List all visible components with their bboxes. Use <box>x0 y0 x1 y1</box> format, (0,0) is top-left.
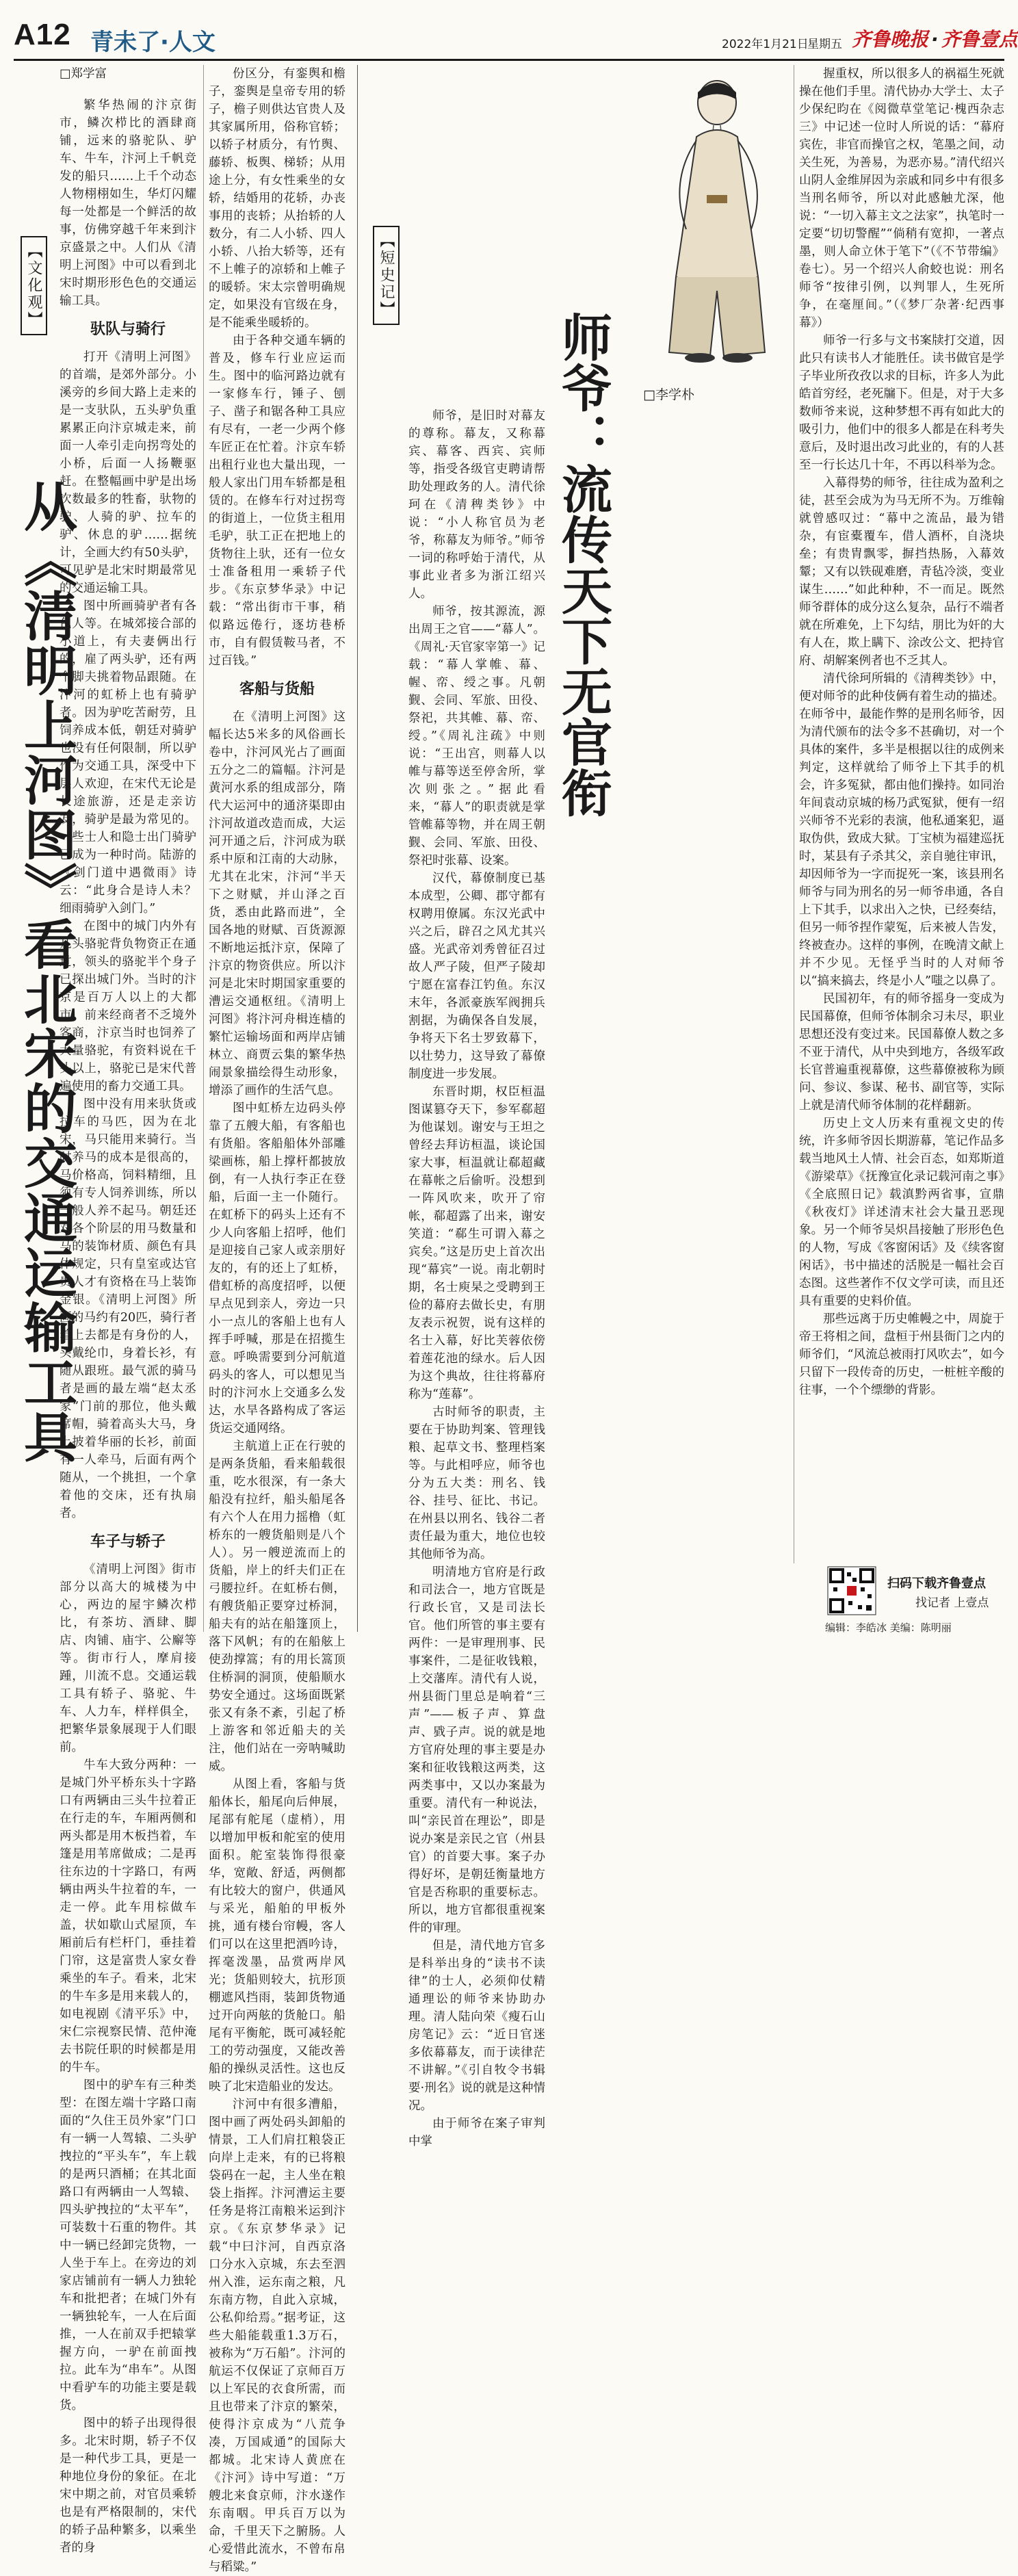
issue-weekday: 星期五 <box>807 38 842 51</box>
article2-paragraph: 古时师爷的职责，主要在于协助判案、管理钱粮、起草文书、整理档案等。与此相呼应，师爷也分为五大类：刑名、钱谷、挂号、征比、书记。在州县以刑名、钱谷二者责任最为重大，地位也较其他师爷为高。 <box>408 1405 545 1561</box>
article2-paragraph: 师爷，是旧时对幕友的尊称。幕友，又称幕宾、幕客、西宾、宾师等，指受各级官吏聘请帮助处理政务的人。清代徐珂在《清稗类钞》中说：“小人称官员为老爷，称幕友为师爷。”师爷一词的称呼始于清代，从事此业者多为浙江绍兴人。 <box>408 409 545 601</box>
article2-paragraph: 那些远离于历史帷幔之中，周旋于帝王将相之间，盘桓于州县衙门之内的师爷们，“风流总被雨打风吹去”，如今只留下一段传奇的历史，一桩桩辛酸的往事，一个个缥缈的背影。 <box>799 1312 1004 1397</box>
article1-paragraph: 汴河中有很多漕船，图中画了两处码头卸船的情景，工人们肩扛粮袋正向岸上走来，有的已将粮袋码在一起，主人坐在粮袋上指挥。汴河漕运主要任务是将江南粮米运到汴京。《东京梦华录》记载“中曰汴河，自西京洛口分水入京城，东去至泗州入淮，运东南之粮，凡东南方物，自此入京城，公私仰给焉。”据考证，这些大船能载重1.3万石，被称为“万石船”。汴河的航运不仅保证了京师百万以上军民的衣食所需，而且也带来了汴京的繁荣，使得汴京成为“八荒争凑，万国咸通”的国际大都城。北宋诗人黄庶在《汴河》诗中写道：“万艘北来食京师，汴水遂作东南咽。甲兵百万以为命，千里天下之腑肠。人心爱惜此流水，不曾布帛与稻粱。” <box>209 2098 345 2574</box>
article1-paragraph: 在《清明上河图》这幅长达5米多的风俗画长卷中，汴河风光占了画面五分之二的篇幅。汴河是黄河水系的组成部分，隋代大运河中的通济渠即由汴河故道改造而成，大运河开通之后，汴河成为联系中原和江南的大动脉，尤其在北宋，汴河“半天下之财赋，并山泽之百货，悉由此路而进”，全国各地的财赋、百货源源不断地运抵汴京，保障了汴京的物资供应。所以汴河是北宋时期国家重要的漕运交通枢纽。《清明上河图》将汴河舟楫连樯的繁忙运输场面和两岸店铺林立、商贾云集的繁华热闹景象描绘得生动形象，增添了画作的生活气息。 <box>209 710 345 1097</box>
editor-credits: 编辑：李皓冰 美编：陈明丽 <box>825 1622 952 1634</box>
article-divider <box>357 65 358 1632</box>
article1-subhead-3: 客船与货船 <box>239 681 315 698</box>
article2-paragraph: 历史上文人历来有重视文史的传统，许多师爷因长期游幕，笔记作品多载当地风土人情、社会百态，如郑斯道《游梁草》《抚豫宣化录记载河南之事》《全底照日记》载滇黔两省事，宣鼎《秋夜灯》详述清末社会大量丑恶现象。另一个师爷吴炽昌接触了形形色色的人物，写成《客窗闲话》及《续客窗闲话》，书中描述的活脱是一幅社会百态图。这些著作不仅文学可读，而且还具有重要的史料价值。 <box>799 1117 1004 1308</box>
article2-byline: □李学朴 <box>643 387 694 402</box>
brand-name: 齐鲁晚报 <box>852 28 929 51</box>
article2-column-1 <box>408 407 545 2148</box>
article2-paragraph: 入幕得势的师爷，往往成为盈利之徒，甚至会成为为马无所不为。万维翰就曾感叹过：“幕中之流品，最为错杂，有宦橐覆车，借人酒杯，自浇块垒；有贵胄飘零，摒挡热肠，入幕效颦；又有以铁砚难磨，青毡冷淡，变业谋生……”如此种种，不一而足。既然师爷群体的成分这么复杂，品行不端者就在所难免，上下勾结，朋比为奸的大有人在，欺上瞒下、涂改公文、把持官府、胡解案例者也不乏其人。 <box>799 476 1004 668</box>
article1-paragraph: 图中所画骑驴者有各色人等。在城郊接合部的小道上，有夫妻俩出行的，雇了两头驴，还有两个脚夫挑着物品跟随。在汴河的虹桥上也有骑驴者。因为驴吃苦耐劳，且饲养成本低，朝廷对骑驴也没有任何限制，所以驴作为交通工具，深受中下层人欢迎，在宋代无论是长途旅游，还是走亲访友，骑驴是最为常见的。一些士人和隐士出门骑驴已成为一种时尚。陆游的《剑门道中遇微雨》诗云：“此身合是诗人未？细雨骑驴入剑门。” <box>60 599 196 915</box>
article1-column-2 <box>209 65 345 2574</box>
article2-paragraph: 汉代，幕僚制度已基本成型，公卿、郡守都有权聘用僚属。东汉光武中兴之后，辟召之风尤其兴盛。光武帝刘秀曾征召过故人严子陵，但严子陵却宁愿在富春江钓鱼。东汉末年，各派豪族军阀拥兵割据，为确保各自发展，争将天下名士罗致幕下，以壮势力，这导致了幕僚制度进一步发展。 <box>408 872 545 1081</box>
article2-paragraph: 东晋时期，权臣桓温图谋篡夺天下，参军郗超为他谋划。谢安与王坦之曾经去拜访桓温，谈论国家大事，桓温就让郗超藏在幕帐之后偷听。没想到一阵风吹来，吹开了帘帐，郗超露了出来，谢安笑道：“郗生可谓入幕之宾矣。”这是历史上首次出现“幕宾”一说。南北朝时期，名士庾杲之受聘到王俭的幕府去做长史，有朋友表示祝贺，说有这样的名士入幕，好比芙蓉依傍着莲花池的绿水。后人因为这个典故，往往将幕府称为“莲幕”。 <box>408 1085 545 1401</box>
brand-app: 齐鲁壹点 <box>941 28 1018 51</box>
article2-paragraph: 但是，清代地方官多是科举出身的“读书不读律”的士人，必须仰仗精通理讼的师爷来协助办理。清人陆向荣《瘦石山房笔记》云：“近日官迷多依幕幕友，而于读律茫不讲解。”《引自牧令书辑要·刑名》说的就是这种情况。 <box>408 1939 545 2113</box>
article1-paragraph: 份区分，有銮舆和檐子，銮舆是皇帝专用的轿子，檐子则供达官贵人及其家属所用，俗称官轿；以轿子材质分，有竹舆、藤轿、板舆、梯轿；从用途上分，有女性乘坐的女轿，结婚用的花轿，办丧事用的丧轿；从抬轿的人数分，有二人小轿、四人小轿、八抬大轿等，还有不上帷子的凉轿和上帷子的暖轿。宋太宗曾明确规定，如果没有官级在身，是不能乘坐暖轿的。 <box>209 67 345 330</box>
section-title: 青未了·人文 <box>90 29 216 56</box>
article1-subhead-2: 车子与轿子 <box>90 1533 166 1550</box>
column-divider <box>203 65 204 1632</box>
article1-paragraph: 由于各种交通车辆的普及，修车行业应运而生。图中的临河路边就有一家修车行，锤子、刨子、凿子和锯各种工具应有尽有，一老一少两个修车匠正在忙着。汴京车轿出租行业也大量出现，一般人家出门用车轿都是租赁的。在修车行对过拐弯的街道上，一位货主租用毛驴，驮工正在把地上的货物往上驮，还有一位女士准备租用一乘轿子代步。《东京梦华录》中记载：“常出街市干事，稍似路远倦行，逐坊巷桥市，自有假赁鞍马者，不过百钱。” <box>209 334 345 668</box>
article1-headline: 从《清明上河图》看北宋的交通运输工具 <box>15 479 77 1464</box>
column-label-culture: 【文化观】 <box>21 236 47 335</box>
qr-code-icon[interactable] <box>828 1567 876 1615</box>
column-label-history: 【短史记】 <box>373 226 400 325</box>
article2-column-2 <box>799 65 1004 1557</box>
article1-paragraph: 《清明上河图》街市部分以高大的城楼为中心，两边的屋宇鳞次栉比，有茶坊、酒肆、脚店、肉铺、庙宇、公廨等等。街市行人，摩肩接踵，川流不息。交通运载工具有轿子、骆驼、牛车、人力车，样样俱全，把繁华景象展现于人们眼前。 <box>60 1563 196 1754</box>
article2-paragraph: 师爷，按其源流，源出周王之官——“幕人”。《周礼·天官家宰第一》记载：“幕人掌帷、幕、幄、帟、绶之事。凡朝觐、会同、军旅、田役、祭祀，共其帷、幕、帟、绶。”《周礼注疏》中则说：“王出宫，则幕人以帷与幕等送至停舍所，掌次则张之。”据此看来，“幕人”的职责就是掌管帷幕等物，并在周王朝觐、会同、军旅、田役、祭祀时张幕、设案。 <box>408 605 545 868</box>
article1-paragraph: 主航道上正在行驶的是两条货船，看来船载很重，吃水很深，有一条大船没有拉纤，船头船尾各有六个人在用力摇橹（虹桥东的一艘货船则是八个人）。另一艘逆流而上的货船，岸上的纤夫们正在弓腰拉纤。在虹桥右侧，有艘货船正要穿过桥洞，船夫有的站在船篷顶上，落下风帆；有的在船舷上使劲撑篙；有的用长篙顶住桥洞的洞顶，使船顺水势安全通过。这场面既紧张又有条不紊，引起了桥上游客和邻近船夫的关注，他们站在一旁呐喊助威。 <box>209 1440 345 1773</box>
issue-date: 2022年1月21日 <box>722 38 809 51</box>
article2-paragraph: 握重权，所以很多人的祸福生死就操在他们手里。清代协办大学士、太子少保纪昀在《阅微草堂笔记·槐西杂志三》中记述一位时人所说的话：“幕府宾佐，非官而操官之权，笔墨之间，动关生死，为善易，为恶亦易。”清代绍兴山阴人金维屏因为亲戚和同乡中有很多当刑名师爷，所以对此感触尤深，他说：“一切入幕主文之法家”，执笔时一定要“切切警醒”“倘稍有宽抑，一著点墨，则人命立休于笔下”（《不节带编》卷七）。另一个绍兴人俞蛟也说：刑名师爷“按律引例，以判罪人，生死所争，在毫厘间。”（《梦厂杂著·纪西事幕》） <box>799 67 1004 330</box>
article1-paragraph: 繁华热闹的汴京街市，鳞次栉比的酒肆商铺，远来的骆驼队、驴车、牛车，汴河上千帆竞发的船只……上千个动态人物栩栩如生，华灯闪耀每一处都是一个鲜活的故事，仿佛穿越千年来到汴京盛景之中。人们从《清明上河图》中可以看到北宋时期形形色色的交通运输工具。 <box>60 99 196 308</box>
article2-paragraph: 民国初年，有的师爷摇身一变成为民国幕僚，但师爷体制余习未尽，职业思想还没有变过来。民国幕僚人数之多不亚于清代，从中央到地方，各级军政长官普遍重视幕僚，这些幕僚被称为顾问、参议、参谋、秘书、副官等，实际上就是清代师爷体制的花样翻新。 <box>799 992 1004 1113</box>
article1-paragraph: 打开《清明上河图》的首端，是郊外部分。小溪旁的乡间大路上走来的是一支驮队，五头驴负重累累正向汴京城走来，前面一人牵引走向拐弯处的小桥，后面一人扬鞭驱赶。在整幅画中驴是出场次数最多的牲畜，驮物的驴、人骑的驴、拉车的驴、休息的驴……据统计，全画大约有50头驴，可见驴是北宋时期最常见的交通运输工具。 <box>60 350 196 595</box>
article1-byline: □郑学富 <box>60 67 107 81</box>
header-rule <box>14 59 1004 61</box>
article1-paragraph: 牛车大致分两种：一是城门外平桥东头十字路口有两辆由三头牛拉着正在行走的车，车厢两侧和两头都是用木板挡着，车篷是用苇席做成；二是再往东边的十字路口，有两辆由两头牛拉着的车，一走一停。此车用棕做车盖，状如歇山式屋顶，车厢前后有栏杆门，垂挂着门帘，这是富贵人家女眷乘坐的车子。看来，北宋的牛车多是用来载人的，如电视剧《清平乐》中，宋仁宗视察民情、范仲淹去书院任职的时候都是用的牛车。 <box>60 1758 196 2074</box>
page-header <box>0 0 1018 59</box>
article1-column-1 <box>60 65 196 2555</box>
qr-download-text: 扫码下载齐鲁壹点 <box>887 1576 986 1591</box>
article1-subhead-1: 驮队与骑行 <box>90 321 166 338</box>
article2-headline: 师爷：流传天下无官衔 <box>553 311 612 818</box>
newspaper-brand: 齐鲁晚报 · 齐鲁壹点 <box>852 28 1018 51</box>
article2-paragraph: 清代徐珂所辑的《清稗类钞》中，便对师爷的此种伎俩有着生动的描述。在师爷中，最能作弊的是刑名师爷，因为清代颁布的法令多不甚确切，对一个具体的案件，多半是根据以往的成例来判定，这样就给了师爷上下其手的机会，许多冤狱，都由他们操持。如同治年间袁动京城的杨乃武冤狱，便有一绍兴师爷不光彩的表演，他私通案犯，逼取伪供，致成大狱。丁宝桢为福建巡抚时，某县有子杀其父，亲自驰往审讯，却因师爷为一字而捉死一案，该县刑名师爷与同为刑名的另一师爷串通，各自上下其手，以求出入之快，已经奏结，但另一师爷捏作蒙冤，后来被人告发，终被查办。这样的事例，在晚清文献上并不少见。无怪乎当时的人对师爷以“搞来搞去，终是小人”嗤之以鼻了。 <box>799 672 1004 988</box>
article1-paragraph: 图中没有用来驮货或拉车的马匹，因为在北宋，马只能用来骑行。当时养马的成本是很高的，马价格高，饲料精细，且须有专人饲养训练，所以一般人养不起马。朝廷还对各个阶层的用马数量和马的装饰材质、颜色有具体规定，只有皇室或达官贵人才有资格在马上装饰金银。《清明上河图》所画的马约有20匹，骑行者着上去都是有身份的人，头戴纶巾，身着长衫，有随从跟班。最气派的骑马者是画的最左端“赵太丞家”门前的那位，他头戴席帽，骑着高头大马，身上披着华丽的长衫，前面有一人牵马，后面有两个随从，一个挑担，一个拿着他的交床，还有执扇者。 <box>60 1097 196 1520</box>
article1-paragraph: 图中的轿子出现得很多。北宋时期，轿子不仅是一种代步工具，更是一种地位身份的象征。在北宋中期之前，对官员乘轿也是有严格限制的，宋代的轿子品种繁多，以乘坐者的身 <box>60 2417 196 2555</box>
article1-paragraph: 图中的驴车有三种类型：在图左端十字路口南面的“久住王员外家”门口有一辆一人驾辕、二头驴拽拉的“平头车”，车上载的是两只酒桶；在其北面路口有两辆由一人驾辕、四头驴拽拉的“太平车”，可装数十石重的物件。其中一辆已经卸完货物，一人坐于车上。在旁边的刘家店铺前有一辆人力独轮车和批把者；在城门外有一辆独轮车，一人在后面推，一人在前双手把辕掌握方向，一驴在前面拽拉。此车为“串车”。从图中看驴车的功能主要是载货。 <box>60 2079 196 2412</box>
article1-paragraph: 在图中的城门内外有几头骆驼背负物资正在通过，领头的骆驼半个身子已探出城门外。当时的汴京是百万人以上的大都市，前来经商者不乏境外客商，汴京当时也饲养了大量骆驼，有资料说在千头以上，骆驼已是宋代普遍使用的畜力交通工具。 <box>60 920 196 1093</box>
article1-paragraph: 从图上看，客船与货船体长，船尾向后伸展，尾部有舵尾（虚梢），用以增加甲板和舵室的使用面积。舵室装饰得很豪华，宽敞、舒适，两侧都有比较大的窗户，供通风与采光，船舶的甲板外挑，通有楼台帘幔，客人们可以在这里把酒吟诗，挥毫泼墨，品赏两岸风光；货船则较大，抗形顶棚遮风挡雨，装卸货物通过开向两舷的货舱口。船尾有平衡舵，既可减轻舵工的劳动强度，又能改善船的操纵灵活性。这也反映了北宋造船业的发达。 <box>209 1778 345 2094</box>
shiye-portrait-illustration <box>649 72 785 366</box>
article2-paragraph: 明清地方官府是行政和司法合一，地方官既是行政长官，又是司法长官。他们所管的事主要有两件：一是审理刑事、民事案件，二是征收钱粮，上交藩库。清代有人说，州县衙门里总是响着“三声”——板子声、算盘声、戥子声。说的就是地方官府处理的事主要是办案和征收钱粮这两类，这两类事中，又以办案最为重要。清代有一种说法，叫“亲民首在理讼”，即是说办案是亲民之官（州县官）的首要大事。案子办得好坏，是朝廷衡量地方官是否称职的重要标志。所以，地方官都很重视案件的审理。 <box>408 1565 545 1935</box>
page-number: A12 <box>14 18 71 51</box>
qr-slogan: 找记者 上壹点 <box>915 1596 989 1610</box>
article2-paragraph: 由于师爷在案子审判中掌 <box>408 2117 545 2148</box>
article2-paragraph: 师爷一行多与文书案牍打交道，因此只有读书人才能胜任。读书做官是学子毕业所孜孜以求的目标，许多人为此皓首穷经，老死牖下。但是，对于大多数师爷来说，这种梦想不再有如此大的吸引力，他们中的很多人都是在科考失意后，及时退出改习此业的，有的人甚至一行长达几十年，不再以科举为念。 <box>799 334 1004 472</box>
article1-paragraph: 图中虹桥左边码头停靠了五艘大船，有客船也有货船。客船船体外部雕梁画栋，船上撑杆都披放倒，有一人执行李正在登船，后面一主一仆随行。在虹桥下的码头上还有不少人向客船上招呼，他们是迎接自己家人或亲朋好友的，有的还上了虹桥，借虹桥的高度招呼，以便早点见到亲人，旁边一只小一点儿的客船上也有人挥手呼喊，那是在招揽生意。呼唤需要到分河航道码头的客人，可以想见当时的汴河水上交通多么发达，水旱各路构成了客运货运交通网络。 <box>209 1102 345 1435</box>
